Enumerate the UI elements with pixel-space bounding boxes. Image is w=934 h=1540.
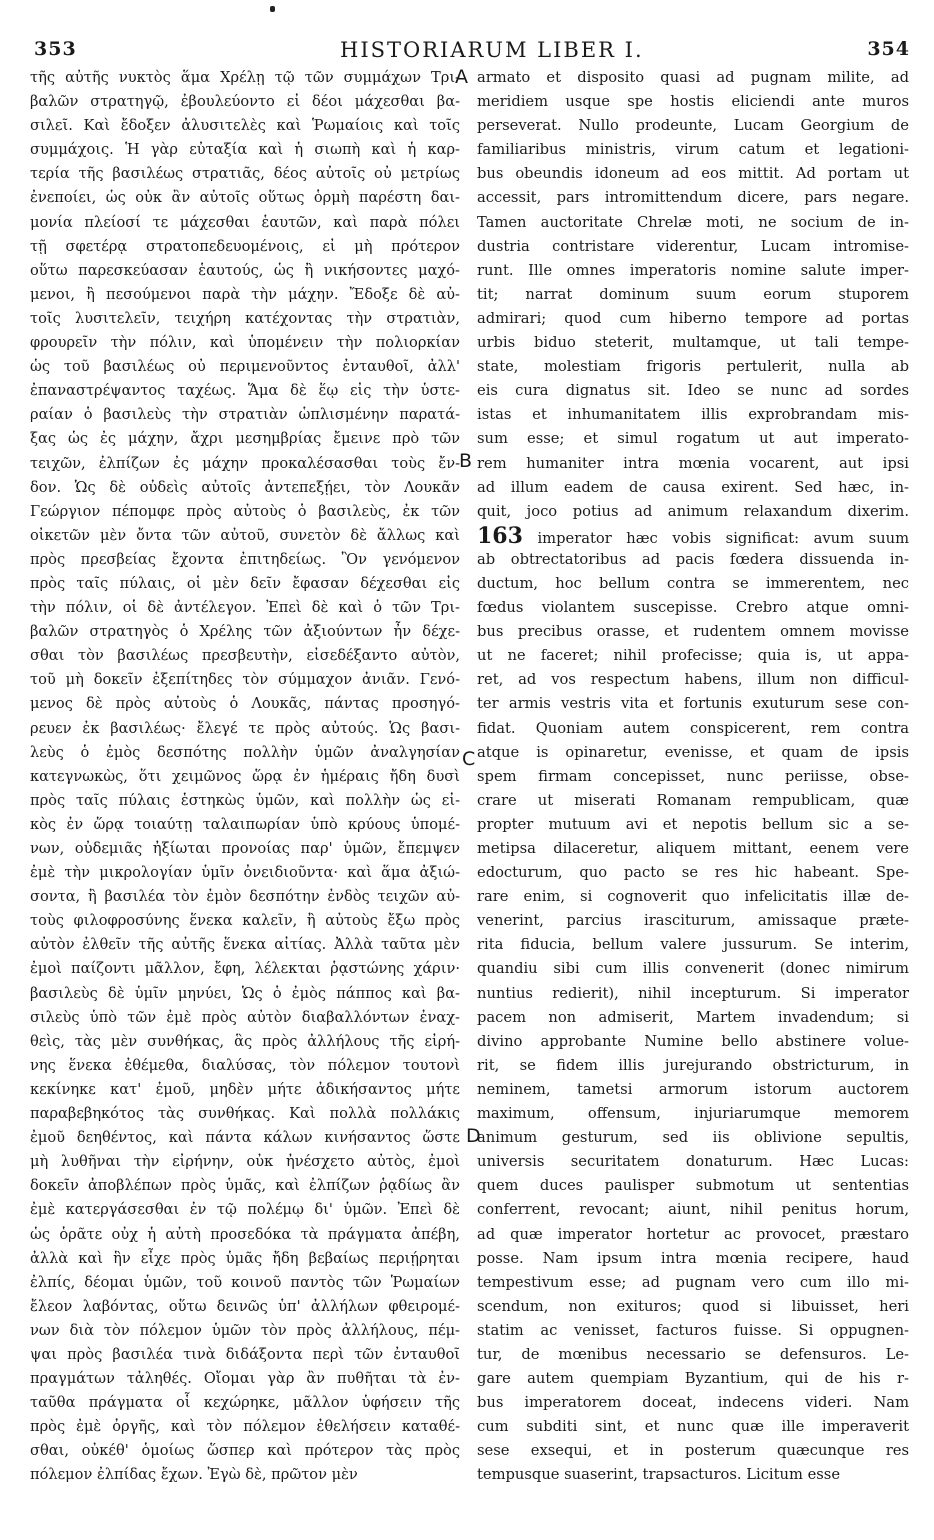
greek-text-line: ψαι πρὸς βασιλέα τινὰ διδάξοντα περὶ τῶν ἐνταυθοῖ <box>30 1345 460 1363</box>
greek-text-line: δοκεῖν ἀποβλέπων πρὸς ὑμᾶς, καὶ ἐλπίζων ῥᾳδίως ἂν <box>30 1177 460 1195</box>
greek-text-line: μὴ λυθῆναι τὴν εἰρήνην, οὐκ ἠνέσχετο αὐτὸς, ἐμοὶ <box>30 1153 460 1171</box>
latin-text-line: tit; narrat dominum suum eorum stuporem <box>477 285 909 303</box>
latin-text-line: eis cura dignatus sit. Ideo se nunc ad sordes <box>477 382 909 400</box>
page-number-right: 354 <box>867 38 910 60</box>
latin-text-line <box>477 524 909 548</box>
greek-text-line: πρὸς ταῖς πύλαις, οἱ μὲν δεῖν ἔφασαν δέχεσθαι εἰς <box>30 574 460 592</box>
greek-text-line: δον. Ὡς δὲ οὐδεὶς αὐτοῖς ἀντεπεξῄει, τὸν Λουκᾶν <box>30 478 460 496</box>
latin-text-line: statim ac venisset, facturos fuisse. Si oppugnen- <box>477 1321 909 1339</box>
margin-marker-c: C <box>462 748 476 770</box>
latin-text-line: nuntius redierit), nihil incepturum. Si imperator <box>477 984 909 1002</box>
greek-text-line: πρὸς ταῖς πύλαις ἑστηκὼς ὑμῶν, καὶ πολλὴν ὡς εἰ- <box>30 791 460 809</box>
latin-text-line: pacem non admiserit, Martem invadendum; si <box>477 1008 909 1026</box>
greek-text-line: ἐμὲ κατεργάσεσθαι ἐν τῷ πολέμῳ δι' ὑμῶν. Ἐπεὶ δὲ <box>30 1201 460 1219</box>
latin-text-line: bus precibus orasse, et rudentem omnem movisse <box>477 623 909 641</box>
latin-text-line: bus obeundis idoneum ad eos mittit. Ad portam ut <box>477 165 909 183</box>
latin-text-line: perseverat. Nullo prodeunte, Lucam Georgium de <box>477 117 909 135</box>
latin-text-line: gare autem quempiam Byzantium, qui de his r- <box>477 1370 909 1388</box>
latin-text-line: ad quæ imperator hortetur ac provocet, præstaro <box>477 1225 909 1243</box>
margin-marker-d: D <box>466 1125 481 1147</box>
greek-text-line: σθαι, οὐκέθ' ὁμοίως ὥσπερ καὶ πρότερον τὰς πρὸς <box>30 1442 460 1460</box>
latin-text-line: animum gesturum, sed iis oblivione sepultis, <box>477 1129 909 1147</box>
margin-marker-a: A <box>455 66 468 88</box>
greek-text-line: σθαι τὸν βασιλέως πρεσβευτὴν, εἰσεδέξαντο αὐτὸν, <box>30 647 460 665</box>
greek-text-line: ἐμὲ τὴν μικρολογίαν ὑμῖν ὀνειδιοῦντα· καὶ ἅμα ἀξιώ- <box>30 864 460 882</box>
latin-text-line: scendum, non exituros; quod si libuisset, heri <box>477 1297 909 1315</box>
greek-text-line: τερία τῆς βασιλέως στρατιᾶς, δέος αὐτοῖς οὐ μετρίως <box>30 165 460 183</box>
latin-text-line: edocturum, quo pacto se res hic habeant. Spe- <box>477 864 909 882</box>
greek-text-line: ἐλπίς, δέομαι ὑμῶν, τοῦ κοινοῦ παντὸς τῶν Ῥωμαίων <box>30 1273 460 1291</box>
latin-text-line: conferrent, revocant; aiunt, nihil penitus horum, <box>477 1201 909 1219</box>
latin-text-line: tur, de mœnibus necessario se defensuros. Le- <box>477 1345 909 1363</box>
page-header <box>0 0 934 66</box>
greek-text-line: νων, οὐδεμιᾶς ἠξίωται προνοίας παρ' ὑμῶν, ἔπεμψεν <box>30 840 460 857</box>
latin-text-line: venerint, parcius irasciturum, amissaque præte- <box>477 912 909 930</box>
latin-text-line: tempestivum esse; ad pugnam vero cum illo mi- <box>477 1273 909 1291</box>
latin-text-line: crare ut miserati Romanam rempublicam, quæ <box>477 791 909 809</box>
greek-text-line: τοῖς λυσιτελεῖν, τειχήρη κατέχοντας τὴν στρατιὰν, <box>30 309 460 327</box>
latin-text-line: state, molestiam frigoris pertulerit, nulla ab <box>477 358 909 376</box>
latin-text-line: sum esse; et simul rogatum ut aut imperato- <box>477 430 909 448</box>
latin-text-line: ab obtrectatoribus ad pacis fœdera dissuenda in- <box>477 550 909 568</box>
greek-text-column <box>30 66 460 1516</box>
greek-text-line: ρευεν ἐκ βασιλέως· ἔλεγέ τε πρὸς αὐτούς. Ὡς βασι- <box>30 719 460 737</box>
greek-text-line: τοὺς φιλοφροσύνης ἕνεκα καλεῖν, ἢ αὐτοὺς ἔξω πρὸς <box>30 912 460 930</box>
latin-text-line: fidat. Quoniam autem conspicerent, rem contra <box>477 719 909 737</box>
latin-text-line: urbis biduo steterit, multamque, ut tali tempe- <box>477 334 909 352</box>
greek-text-line: φρουρεῖν τὴν πόλιν, καὶ ὑπομένειν τὴν πολιορκίαν <box>30 334 460 352</box>
latin-text-line: dustria contristare viderentur, Lucam intromise- <box>477 237 909 255</box>
latin-text-line: istas et inhumanitatem illis exprobrandam mis- <box>477 406 909 424</box>
latin-text-line: maximum, offensum, injuriarumque memorem <box>477 1105 909 1123</box>
greek-text-line: τοῦ μὴ δοκεῖν ἐξεπίτηδες τὸν σύμμαχον ἀνιᾶν. Γενό- <box>30 671 460 689</box>
latin-text-line-text: imperator hæc vobis significat: avum suum <box>537 529 909 547</box>
greek-text-line: ἐνεποίει, ὡς οὐκ ἂν αὐτοῖς οὕτως ὁρμὴ παρέστη δαι- <box>30 189 460 207</box>
latin-text-line: ter armis vestris vita et fortunis exuturum sese con- <box>477 695 909 713</box>
latin-text-line: ductum, hoc bellum contra se immerentem, nec <box>477 574 909 592</box>
latin-text-line: atque is opinaretur, evenisse, et quam de ipsis <box>477 743 909 761</box>
greek-text-line: ἐμοῦ δεηθέντος, καὶ πάντα κάλων κινήσαντος ὥστε <box>30 1129 460 1147</box>
latin-text-line: ut ne faceret; nihil profecisse; quia is, ut appa- <box>477 647 909 665</box>
greek-text-line: λεὺς ὁ ἐμὸς δεσπότης πολλὴν ὑμῶν ἀναλγησίαν <box>30 743 460 761</box>
latin-text-line: neminem, tametsi armorum istorum auctorem <box>477 1080 909 1098</box>
greek-text-line: νης ἕνεκα ἐθέμεθα, διαλύσας, τὸν πόλεμον τουτονὶ <box>30 1056 460 1074</box>
latin-text-line: familiaribus ministris, virum catum et legationi- <box>477 141 909 159</box>
greek-text-line: τῇ σφετέρᾳ στρατοπεδευομένοις, εἰ μὴ πρότερον <box>30 237 460 255</box>
greek-text-line: κατεγνωκὼς, ὅτι χειμῶνος ὥρᾳ ἐν ἡμέραις ἤδη δυσὶ <box>30 767 460 785</box>
greek-text-line: πρὸς πρεσβείας ἔχοντα ἐπιτηδείως. Ὃν γενόμενον <box>30 550 460 568</box>
greek-text-line: ὡς τοῦ βασιλέως οὐ περιμενοῦντος ἐνταυθοῖ, ἀλλ' <box>30 358 460 376</box>
greek-text-line: πόλεμον ἐλπίδας ἔχων. Ἐγὼ δὲ, πρῶτον μὲν <box>30 1466 358 1484</box>
latin-text-line: spem firmam concepisset, nunc periisse, obse- <box>477 767 909 785</box>
greek-text-line: ἀλλὰ καὶ ἣν εἶχε πρὸς ὑμᾶς ἤδη βεβαίως περιῄρηται <box>30 1249 460 1267</box>
latin-text-line: rem humaniter intra mœnia vocarent, aut ipsi <box>477 454 909 472</box>
greek-text-line: βασιλεὺς δὲ ὑμῖν μηνύει, Ὡς ὁ ἐμὸς πάππος καὶ βα- <box>30 984 460 1002</box>
greek-text-line: μενος δὲ πρὸς αὐτοὺς ὁ Λουκᾶς, πάντας προσηγό- <box>30 695 460 713</box>
greek-text-line: ἔλεον λαβόντας, οὕτω δεινῶς ὑπ' ἀλλήλων φθειρομέ- <box>30 1297 460 1315</box>
greek-text-line: Γεώργιον πέπομφε πρὸς αὐτοὺς ὁ βασιλεὺς, ἐκ τῶν <box>30 502 460 520</box>
latin-text-line: armato et disposito quasi ad pugnam milite, ad <box>477 69 909 86</box>
latin-text-line: sese exsequi, et in posterum quæcunque res <box>477 1442 909 1460</box>
latin-text-line: divino approbante Numine bello abstinere volue- <box>477 1032 909 1050</box>
greek-text-line: μονία πλείοσί τε μάχεσθαι ἑαυτῶν, καὶ παρὰ πόλει <box>30 213 460 231</box>
greek-text-line: αὐτὸν ἐλθεῖν τῆς αὐτῆς ἕνεκα αἰτίας. Ἀλλὰ ταῦτα μὲν <box>30 936 460 954</box>
page-number-left: 353 <box>34 38 77 60</box>
greek-text-line: νων διὰ τὸν πόλεμον ὑμῶν τὸν πρὸς ἀλλήλους, πέμ- <box>30 1321 460 1339</box>
greek-text-line: πρὸς ἐμὲ ὀργῆς, καὶ τὸν πόλεμον ἐθελήσειν καταθέ- <box>30 1418 460 1436</box>
greek-text-line: ὡς ὁρᾶτε οὐχ ἡ αὐτὴ προσεδόκα τὰ πράγματα ἀπέβη, <box>30 1225 460 1243</box>
greek-text-line: οὕτω παρεσκεύασαν ἑαυτούς, ὡς ἢ νικήσοντες μαχό- <box>30 261 460 279</box>
latin-text-line: ad illum eadem de causa exirent. Sed hæc, in- <box>477 478 909 496</box>
latin-text-line: cum subditi sint, et nunc quæ ille imperaverit <box>477 1418 909 1436</box>
latin-text-line: ret, ad vos respectum habens, illum non difficul- <box>477 671 909 689</box>
latin-text-line: rit, se fidem illis jurejurando obstricturum, in <box>477 1056 909 1074</box>
latin-text-column <box>477 66 909 1516</box>
greek-text-line: παραβεβηκότος τὰς συνθήκας. Καὶ πολλὰ πολλάκις <box>30 1105 460 1123</box>
greek-text-line: θεὶς, τὰς μὲν συνθήκας, ἃς πρὸς ἀλλήλους τῆς εἰρή- <box>30 1032 460 1050</box>
latin-text-line: bus imperatorem doceat, indecens videri. Nam <box>477 1394 909 1412</box>
greek-text-line: οἰκετῶν μὲν ὄντα τῶν αὐτοῦ, συνετὸν δὲ ἄλλως καὶ <box>30 526 460 544</box>
running-title: HISTORIARUM LIBER I. <box>340 38 644 62</box>
greek-text-line: σιλεὺς ὑπὸ τῶν ἐμὲ πρὸς αὐτὸν διαβαλλόντων ἐναχ- <box>30 1008 460 1026</box>
greek-text-line: σιλεῖ. Καὶ ἔδοξεν ἀλυσιτελὲς καὶ Ῥωμαίοις καὶ τοῖς <box>30 117 460 135</box>
latin-text-line: rita fiducia, bellum valere jussurum. Se interim, <box>477 936 909 954</box>
latin-text-line: quem duces paulisper submotum ut sententias <box>477 1177 909 1195</box>
latin-text-line: metipsa dilaceretur, aliquem mittant, eenem vere <box>477 840 909 857</box>
latin-text-line: quandiu sibi cum illis convenerit (donec nimirum <box>477 960 909 978</box>
latin-text-line: runt. Ille omnes imperatoris nomine salute imper- <box>477 261 909 279</box>
latin-text-line: meridiem usque spe hostis eliciendi ante muros <box>477 93 909 111</box>
greek-text-line: μενοι, ἢ πεσούμενοι παρὰ τὴν μάχην. Ἔδοξε δὲ αὐ- <box>30 285 460 303</box>
latin-text-line: admirari; quod cum hiberno tempore ad portas <box>477 309 909 327</box>
latin-text-line: accessit, pars intromittendum dicere, pars negare. <box>477 189 909 207</box>
latin-text-line: Tamen auctoritate Chrelæ moti, ne socium de in- <box>477 213 909 231</box>
greek-text-line: τειχῶν, ἐλπίζων ἐς μάχην προκαλέσασθαι τοὺς ἔν- <box>30 454 460 472</box>
latin-text-line: quit, joco potius ad animum relaxandum dixerim. <box>477 502 909 520</box>
greek-text-line: πραγμάτων τἀληθές. Οἴομαι γὰρ ἂν πυθῆται τὰ ἐν- <box>30 1370 460 1388</box>
latin-text-line: fœdus violantem suscepisse. Crebro atque omni- <box>477 599 909 617</box>
latin-text-line: tempusque suaserint, trapsacturos. Licitum esse <box>477 1466 841 1484</box>
greek-text-line: ἐμοὶ παίζοντι μᾶλλον, ἔφη, λέλεκται ῥᾳστώνης χάριν· <box>30 960 460 978</box>
latin-text-line: rare enim, si cognoverit quo infelicitatis illæ de- <box>477 888 909 906</box>
latin-text-line: propter mutuum avi et nepotis bellum sic a se- <box>477 815 909 833</box>
greek-text-line: ραίαν ὁ βασιλεὺς τὴν στρατιὰν ὡπλισμένην παρατά- <box>30 406 460 424</box>
greek-text-line: βαλῶν στρατηγῷ, ἐβουλεύοντο εἰ δέοι μάχεσθαι βα- <box>30 93 460 111</box>
greek-text-line: σοντα, ἢ βασιλέα τὸν ἐμὸν δεσπότην ἐνδὸς τειχῶν αὐ- <box>30 888 460 906</box>
greek-text-line: κὸς ἐν ὥρᾳ τοιαύτῃ ταλαιπωρίαν ὑπὸ κρύους ὑπομέ- <box>30 815 460 833</box>
greek-text-line: συμμάχοις. Ἡ γὰρ εὐταξία καὶ ἡ σιωπὴ καὶ ἡ καρ- <box>30 141 460 159</box>
greek-text-line: ἐπαναστρέψαντος ταχέως. Ἅμα δὲ ἕῳ εἰς τὴν ὑστε- <box>30 382 460 400</box>
greek-text-line: ταῦθα πράγματα οἷ κεχώρηκε, μᾶλλον ὑφήσειν τῆς <box>30 1394 460 1412</box>
greek-text-line: τῆς αὐτῆς νυκτὸς ἅμα Χρέλῃ τῷ τῶν συμμάχων Τρι- <box>30 69 460 86</box>
margin-marker-b: B <box>459 450 473 472</box>
latin-text-line: universis securitatem donaturum. Hæc Lucas: <box>477 1153 909 1171</box>
greek-text-line: τὴν πόλιν, οἱ δὲ ἀντέλεγον. Ἐπεὶ δὲ καὶ ὁ τῶν Τρι- <box>30 599 460 617</box>
greek-text-line: κεκίνηκε κατ' ἐμοῦ, μηδὲν μήτε ἀδικήσαντος μήτε <box>30 1080 460 1098</box>
section-number: 163 <box>477 523 523 548</box>
print-speck <box>270 6 275 12</box>
latin-text-line: posse. Nam ipsum intra mœnia recipere, haud <box>477 1249 909 1267</box>
greek-text-line: βαλῶν στρατηγὸς ὁ Χρέλης τῶν ἀξιούντων ἦν δέχε- <box>30 623 460 641</box>
greek-text-line: ξας ὡς ἐς μάχην, ἄχρι μεσημβρίας ἔμεινε πρὸ τῶν <box>30 430 460 448</box>
